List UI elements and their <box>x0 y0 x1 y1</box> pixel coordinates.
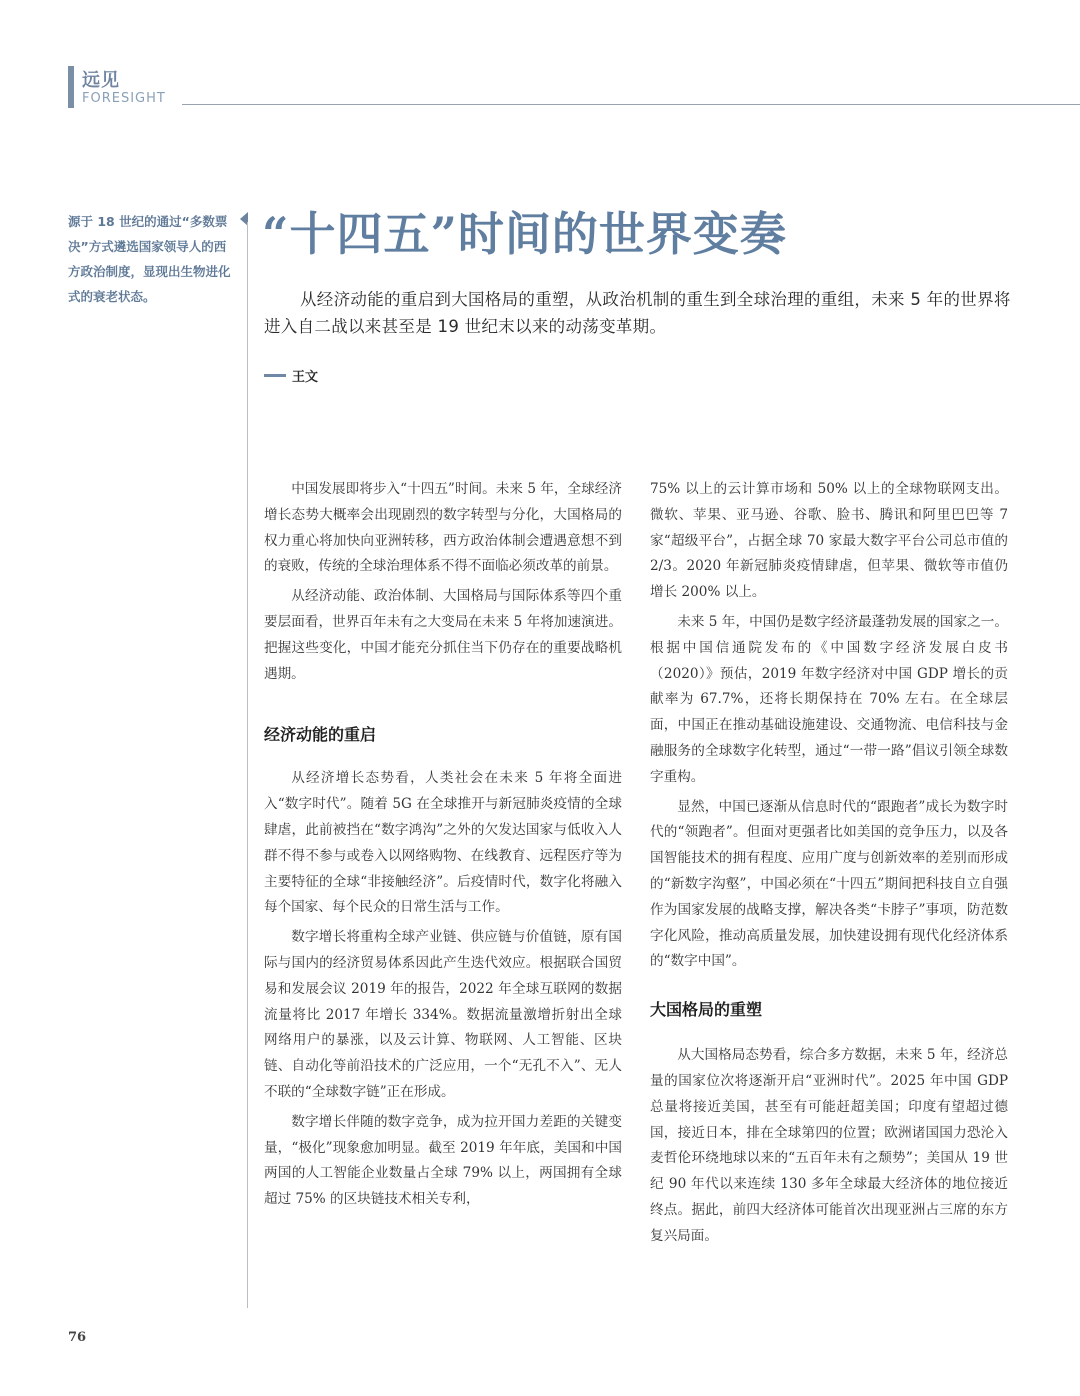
article-lead: 从经济动能的重启到大国格局的重塑，从政治机制的重生到全球治理的重组，未来 5 年的世界将进入自二战以来甚至是 19 世纪末以来的动荡变革期。 <box>264 290 1011 336</box>
column-name-cn: 远见 <box>82 70 120 91</box>
paragraph: 显然，中国已逐渐从信息时代的“跟跑者”成长为数字时代的“领跑者”。但面对更强者比如美国的竞争压力，以及各国智能技术的拥有程度、应用广度与创新效率的差别而形成的“新数字沟壑”，中国必须在“十四五”期间把科技自立自强作为国家发展的战略支撑，解决各类“卡脖子”事项，防范数字化风险，推动高质量发展，加快建设拥有现代化经济体系的“数字中国”。 <box>650 798 1008 970</box>
body-column-left <box>264 477 622 1217</box>
paragraph: 数字增长伴随的数字竞争，成为拉开国力差距的关键变量，“极化”现象愈加明显。截至 2019 年年底，美国和中国两国的人工智能企业数量占全球 79% 以上，两国拥有全球超过 75% 的区块链技术相关专利， <box>264 1113 622 1208</box>
byline-dash <box>264 374 286 377</box>
section-heading: 经济动能的重启 <box>264 725 377 745</box>
paragraph: 未来 5 年，中国仍是数字经济最蓬勃发展的国家之一。根据中国信通院发布的《中国数字经济发展白皮书（2020）》预估，2019 年数字经济对中国 GDP 增长的贡献率为 67.7%，还将长期保持在 70% 左右。在全球层面，中国正在推动基础设施建设、交通物流、电信科技与金融服务的全球数字化转型，通过“一带一路”倡议引领全球数字重构。 <box>650 613 1008 785</box>
paragraph: 从经济增长态势看，人类社会在未来 5 年将全面进入“数字时代”。随着 5G 在全球推开与新冠肺炎疫情的全球肆虐，此前被挡在“数字鸿沟”之外的欠发达国家与低收入人群不得不参与或卷入以网络购物、在线教育、远程医疗等为主要特征的全球“非接触经济”。后疫情时代，数字化将融入每个国家、每个民众的日常生活与工作。 <box>264 770 622 916</box>
column-name-en: FORESIGHT <box>82 91 166 106</box>
author-name: 王文 <box>292 370 319 385</box>
paragraph: 从经济动能、政治体制、大国格局与国际体系等四个重要层面看，世界百年未有之大变局在未来 5 年将加速演进。把握这些变化，中国才能充分抓住当下仍存在的重要战略机遇期。 <box>264 588 622 682</box>
side-pull-quote: 源于 18 世纪的通过“多数票决”方式遴选国家领导人的西方政治制度，显现出生物进化式的衰老状态。 <box>68 214 231 304</box>
page-number: 76 <box>68 1330 87 1345</box>
paragraph: 中国发展即将步入“十四五”时间。未来 5 年，全球经济增长态势大概率会出现剧烈的数字转型与分化，大国格局的权力重心将加快向亚洲转移，西方政治体制会遭遇意想不到的衰败，传统的全球治理体系不得不面临必须改革的前景。 <box>264 481 622 575</box>
paragraph: 75% 以上的云计算市场和 50% 以上的全球物联网支出。微软、苹果、亚马逊、谷歌、脸书、腾讯和阿里巴巴等 7 家“超级平台”，占据全球 70 家最大数字平台公司总市值的 2/3。2020 年新冠肺炎疫情肆虐，但苹果、微软等市值仍增长 200% 以上。 <box>650 481 1008 601</box>
section-heading: 大国格局的重塑 <box>650 1000 763 1020</box>
article-title: “十四五”时间的世界变奏 <box>262 207 787 261</box>
header-rule <box>182 104 1080 105</box>
column-accent-bar <box>68 66 74 108</box>
body-column-right <box>650 477 1008 1254</box>
paragraph: 从大国格局态势看，综合多方数据，未来 5 年，经济总量的国家位次将逐渐开启“亚洲时代”。2025 年中国 GDP 总量将接近美国，甚至有可能赶超美国；印度有望超过德国，接近日本，排在全球第四的位置；欧洲诸国国力恐沦入麦哲伦环绕地球以来的“五百年未有之颓势”；美国从 19 世纪 90 年代以来连续 130 多年全球最大经济体的地位接近终点。据此，前四大经济体可能首次出现亚洲占三席的东方复兴局面。 <box>650 1047 1008 1244</box>
paragraph: 数字增长将重构全球产业链、供应链与价值链，原有国际与国内的经济贸易体系因此产生迭代效应。根据联合国贸易和发展会议 2019 年的报告，2022 年全球互联网的数据流量将比 2017 年增长 334%。数据流量激增折射出全球网络用户的暴涨，以及云计算、物联网、人工智能、区块链、自动化等前沿技术的广泛应用，一个“无孔不入”、无人不联的“全球数字链”正在形成。 <box>264 929 622 1100</box>
vertical-rule <box>247 222 248 1308</box>
